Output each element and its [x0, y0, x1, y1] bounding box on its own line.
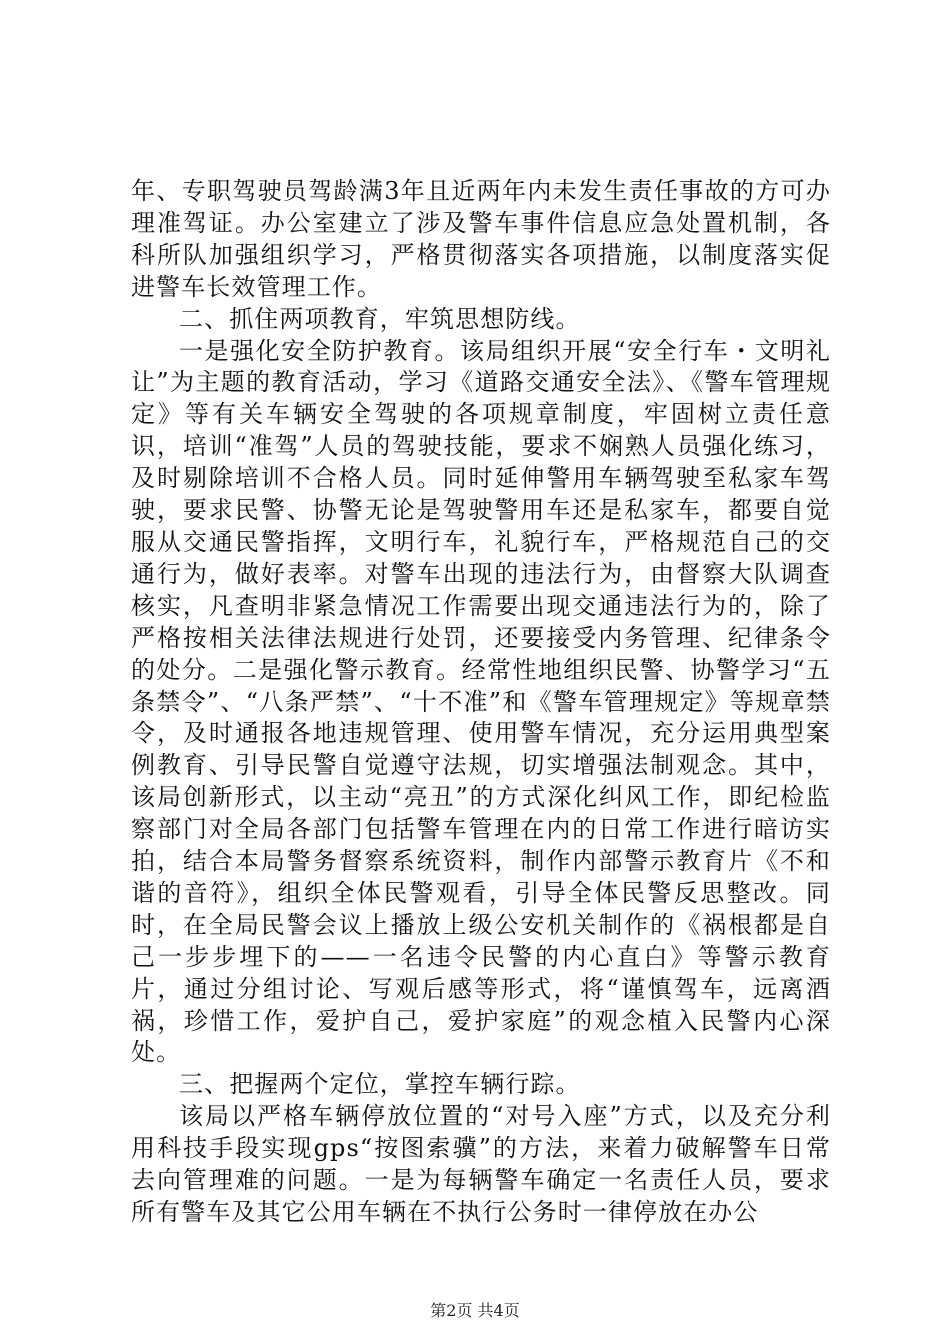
- paragraph-continuation: 年、专职驾驶员驾龄满3年且近两年内未发生责任事故的方可办理准驾证。办公室建立了涉及警车事件信息应急处置机制，各科所队加强组织学习，严格贯彻落实各项措施，以制度落实促进警车长效管理工作。: [131, 177, 831, 301]
- page-footer: 第2页 共4页: [430, 1301, 520, 1320]
- paragraph-education: 一是强化安全防护教育。该局组织开展“安全行车・文明礼让”为主题的教育活动，学习《道路交通安全法》、《警车管理规定》等有关车辆安全驾驶的各项规章制度，牢固树立责任意识，培训“准驾”人员的驾驶技能，要求不娴熟人员强化练习，及时剔除培训不合格人员。同时延伸警用车辆驾驶至私家车驾驶，要求民警、协警无论是驾驶警用车还是私家车，都要自觉服从交通民警指挥，文明行车，礼貌行车，严格规范自己的交通行为，做好表率。对警车出现的违法行为，由督察大队调查核实，凡查明非紧急情况工作需要出现交通违法行为的，除了严格按相关法律法规进行处罚，还要接受内务管理、纪律条令的处分。二是强化警示教育。经常性地组织民警、协警学习“五条禁令”、“八条严禁”、“十不准”和《警车管理规定》等规章禁令，及时通报各地违规管理、使用警车情况，充分运用典型案例教育、引导民警自觉遵守法规，切实增强法制观念。其中，该局创新形式，以主动“亮丑”的方式深化纠风工作，即纪检监察部门对全局各部门包括警车管理在内的日常工作进行暗访实拍，结合本局警务督察系统资料，制作内部警示教育片《不和谐的音符》，组织全体民警观看，引导全体民警反思整改。同时，在全局民警会议上播放上级公安机关制作的《祸根都是自己一步步埋下的——一名违令民警的内心直白》等警示教育片，通过分组讨论、写观后感等形式，将“谨慎驾车，远离酒祸，珍惜工作，爱护自己，爱护家庭”的观念植入民警内心深处。: [131, 336, 831, 1067]
- section-heading-three: 三、把握两个定位，掌控车辆行踪。: [179, 1070, 581, 1099]
- section-heading-two: 二、抓住两项教育，牢筑思想防线。: [179, 304, 581, 333]
- paragraph-vehicle-tracking: 该局以严格车辆停放位置的“对号入座”方式，以及充分利用科技手段实现gps“按图索骥”的方法，来着力破解警车日常去向管理难的问题。一是为每辆警车确定一名责任人员，要求所有警车及其它公用车辆在不执行公务时一律停放在办公: [131, 1102, 831, 1226]
- document-body: [131, 176, 831, 1229]
